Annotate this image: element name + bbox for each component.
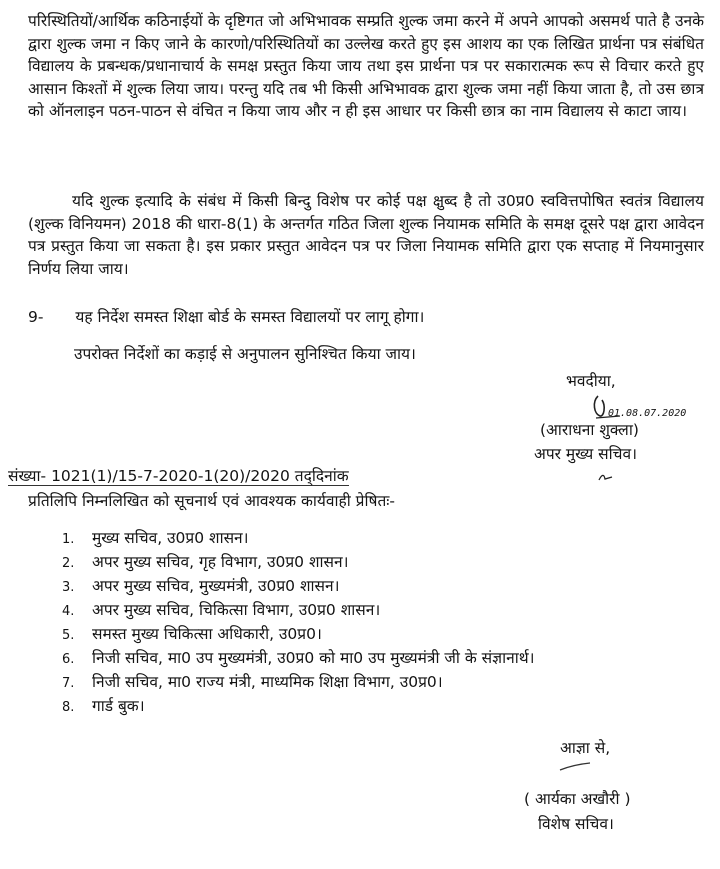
list-item: 4. अपर मुख्य सचिव, चिकित्सा विभाग, उ0प्र0 शासन। [62,601,381,619]
list-item: 2. अपर मुख्य सचिव, गृह विभाग, उ0प्र0 शासन। [62,553,349,571]
initial-mark [596,471,616,483]
point-9-number: 9- [28,308,44,326]
list-item: 1. मुख्य सचिव, उ0प्र0 शासन। [62,529,249,547]
copy-intro: प्रतिलिपि निम्नलिखित को सूचनार्थ एवं आवश्यक कार्यवाही प्रेषितः- [28,492,396,510]
signatory-2-name: ( आर्यका अखौरी ) [524,790,631,808]
list-item: 8. गार्ड बुक। [62,697,145,715]
point-9-text: यह निर्देश समस्त शिक्षा बोर्ड के समस्त विद्यालयों पर लागू होगा। [75,308,425,326]
list-item: 3. अपर मुख्य सचिव, मुख्यमंत्री, उ0प्र0 शासन। [62,577,340,595]
reference-number [8,465,349,487]
closing-bhavdiya: भवदीया, [566,372,616,390]
point-9 [28,306,424,328]
signature-date: 01.08.07.2020 [608,408,687,419]
signatory-2-designation: विशेष सचिव। [538,815,614,833]
list-item: 5. समस्त मुख्य चिकित्सा अधिकारी, उ0प्र0। [62,625,322,643]
compliance-instruction: उपरोक्त निर्देशों का कड़ाई से अनुपालन सुनिश्चित किया जाय। [74,345,416,363]
paragraph-fee-hardship: परिस्थितियों/आर्थिक कठिनाईयों के दृष्टिगत जो अभिभावक सम्प्रति शुल्क जमा करने में अपने आपको असमर्थ पाते है उनके द्वारा शुल्क जमा न किए जाने के कारणो/परिस्थितियों का उल्लेख करते हुए इस आशय का एक लिखित प्रार्थना पत्र संबंधित विद्यालय के प्रबन्धक/प्रधानाचार्य के समक्ष प्रस्तुत किया जाय तथा इस प्रार्थना पत्र पर सकारात्मक रूप से विचार करते हुए आसान किश्तों में शुल्क लिया जाय। परन्तु यदि तब भी किसी अभिभावक द्वारा शुल्क जमा नहीं किया जाता है, तो उस छात्र को ऑनलाइन पठन-पाठन से वंचित न किया जाय और न ही इस आधार पर किसी छात्र का नाम विद्यालय से काटा जाय। [28,12,704,120]
list-item: 7. निजी सचिव, मा0 राज्य मंत्री, माध्यमिक शिक्षा विभाग, उ0प्र0। [62,673,443,691]
list-item: 6. निजी सचिव, मा0 उप मुख्यमंत्री, उ0प्र0 को मा0 उप मुख्यमंत्री जी के संज्ञानार्थ। [62,649,535,667]
closing-by-order: आज्ञा से, [560,739,611,757]
handwritten-signature-2 [556,760,596,774]
paragraph-fee-dispute: यदि शुल्क इत्यादि के संबंध में किसी बिन्दु विशेष पर कोई पक्ष क्षुब्द है तो उ0प्र0 स्ववित्तपोषित स्वतंत्र विद्यालय (शुल्क विनियमन) 2018 की धारा-8(1) के अन्तर्गत गठित जिला शुल्क नियामक समिति के समक्ष दूसरे पक्ष द्वारा आवेदन पत्र प्रस्तुत किया जा सकता है। इस प्रकार प्रस्तुत आवेदन पत्र पर जिला नियामक समिति द्वारा एक सप्ताह में नियमानुसार निर्णय लिया जाय। [28,192,704,278]
signatory-1-name: (आराधना शुक्ला) [540,421,639,439]
signatory-1-designation: अपर मुख्य सचिव। [534,445,637,463]
reference-number-text: संख्या- 1021(1)/15-7-2020-1(20)/2020 तद्‌दिनांक [8,467,349,485]
